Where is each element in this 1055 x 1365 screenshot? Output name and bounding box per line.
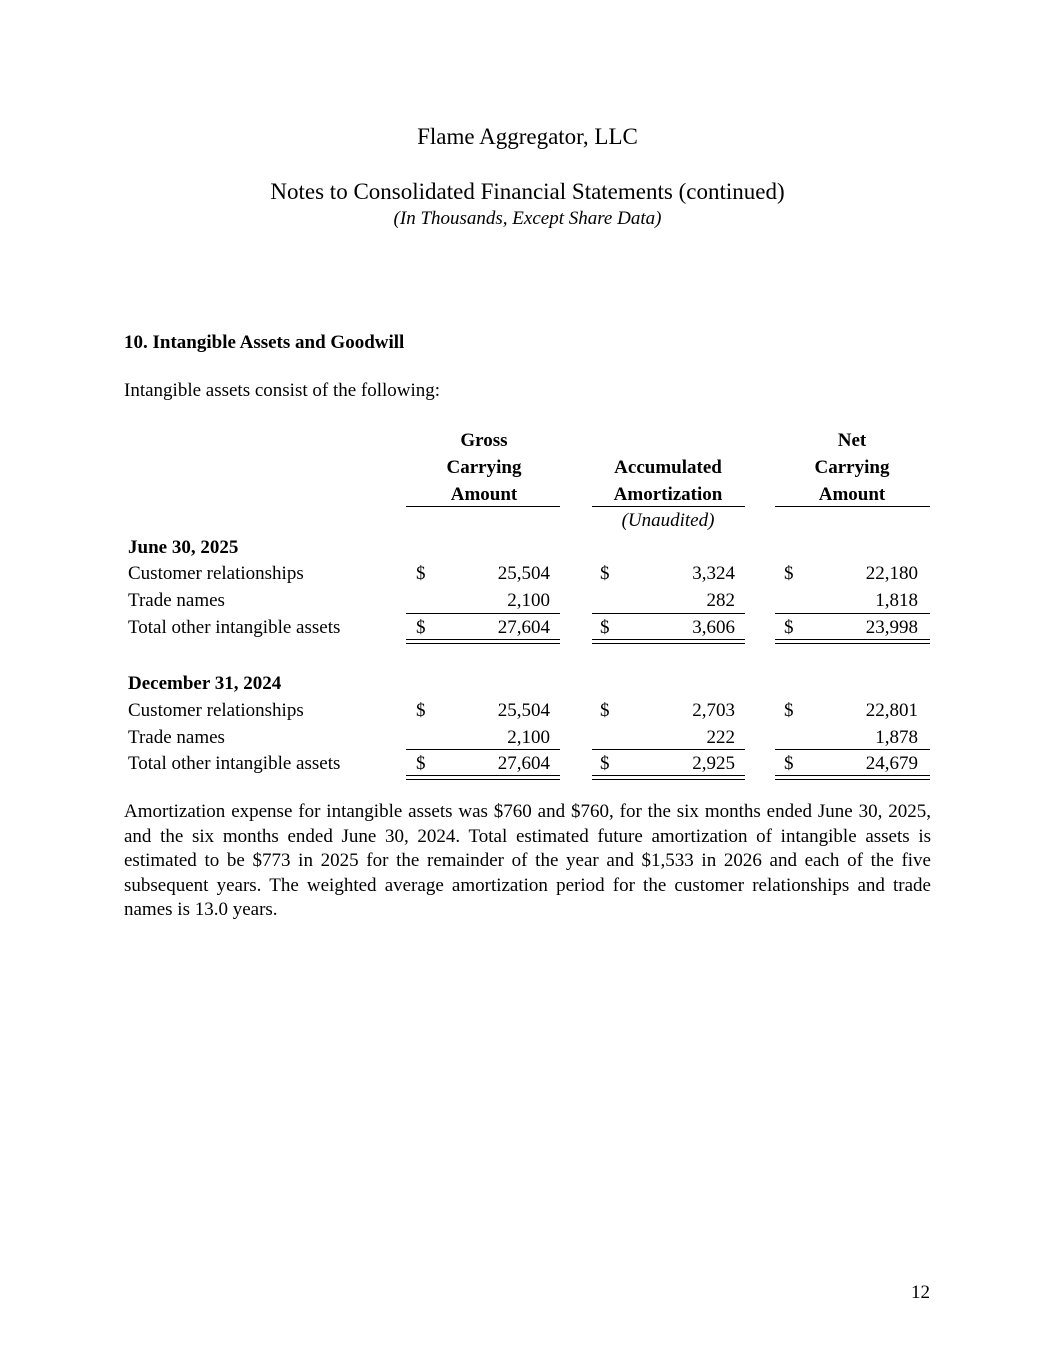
net-total: 24,679 <box>865 753 918 774</box>
header-gross-line1: Gross <box>460 430 508 451</box>
gross-value: 25,504 <box>497 700 550 721</box>
subtotal-rule <box>406 613 560 614</box>
net-value: 1,818 <box>875 590 918 611</box>
currency-symbol: $ <box>784 617 794 638</box>
section-heading: 10. Intangible Assets and Goodwill <box>124 332 405 353</box>
total-double-rule <box>592 775 745 780</box>
currency-symbol: $ <box>784 700 794 721</box>
gross-value: 25,504 <box>497 563 550 584</box>
company-name: Flame Aggregator, LLC <box>417 124 638 149</box>
accumulated-total: 3,606 <box>692 617 735 638</box>
net-total: 23,998 <box>865 617 918 638</box>
unaudited-label: (Unaudited) <box>621 510 715 531</box>
currency-symbol: $ <box>416 617 426 638</box>
gross-total: 27,604 <box>497 753 550 774</box>
header-accumulated-rule <box>592 506 745 507</box>
subtotal-rule <box>775 749 930 750</box>
section-intro: Intangible assets consist of the following: <box>124 380 441 401</box>
currency-symbol: $ <box>784 753 794 774</box>
total-double-rule <box>592 639 745 644</box>
group-heading-dec-2024: December 31, 2024 <box>128 673 282 694</box>
row-label: Trade names <box>128 590 225 611</box>
net-value: 1,878 <box>875 727 918 748</box>
notes-subtitle: (In Thousands, Except Share Data) <box>393 208 662 229</box>
notes-title: Notes to Consolidated Financial Statements (continued) <box>270 179 785 204</box>
group-heading-june-2025: June 30, 2025 <box>128 537 239 558</box>
header-net-line1: Net <box>837 430 867 451</box>
row-label: Customer relationships <box>128 563 304 584</box>
gross-value: 2,100 <box>507 590 550 611</box>
header-net-rule <box>775 506 930 507</box>
amortization-paragraph: Amortization expense for intangible assets was $760 and $760, for the six months ended June 30, 2025, and the six months ended June 30, 2024. Total estimated future amortization of intangible assets is estimated to be $773 in 2025 for the remainder of the year and $1,533 in 2026 and each of the five subsequent years. The weighted average amortization period for the customer relationships and trade names is 13.0 years. <box>124 801 931 920</box>
subtotal-rule <box>592 749 745 750</box>
accumulated-value: 2,703 <box>692 700 735 721</box>
total-double-rule <box>775 775 930 780</box>
total-double-rule <box>406 775 560 780</box>
subtotal-rule <box>406 749 560 750</box>
currency-symbol: $ <box>416 700 426 721</box>
currency-symbol: $ <box>416 753 426 774</box>
header-gross-line3: Amount <box>450 484 518 505</box>
currency-symbol: $ <box>600 617 610 638</box>
page-number: 12 <box>911 1282 930 1303</box>
currency-symbol: $ <box>416 563 426 584</box>
total-double-rule <box>406 639 560 644</box>
gross-total: 27,604 <box>497 617 550 638</box>
row-label: Trade names <box>128 727 225 748</box>
subtotal-rule <box>592 613 745 614</box>
header-gross-line2: Carrying <box>446 457 522 478</box>
net-value: 22,801 <box>865 700 918 721</box>
header-accumulated-line1: Accumulated <box>614 457 722 478</box>
currency-symbol: $ <box>600 563 610 584</box>
total-double-rule <box>775 639 930 644</box>
accumulated-value: 3,324 <box>692 563 735 584</box>
subtotal-rule <box>775 613 930 614</box>
currency-symbol: $ <box>600 753 610 774</box>
row-label-total: Total other intangible assets <box>128 753 341 774</box>
header-net-line2: Carrying <box>814 457 890 478</box>
currency-symbol: $ <box>784 563 794 584</box>
accumulated-total: 2,925 <box>692 753 735 774</box>
header-net-line3: Amount <box>818 484 886 505</box>
currency-symbol: $ <box>600 700 610 721</box>
header-accumulated-line2: Amortization <box>613 484 723 505</box>
row-label: Customer relationships <box>128 700 304 721</box>
accumulated-value: 282 <box>706 590 735 611</box>
gross-value: 2,100 <box>507 727 550 748</box>
row-label-total: Total other intangible assets <box>128 617 341 638</box>
net-value: 22,180 <box>865 563 918 584</box>
accumulated-value: 222 <box>706 727 735 748</box>
header-gross-rule <box>406 506 560 507</box>
